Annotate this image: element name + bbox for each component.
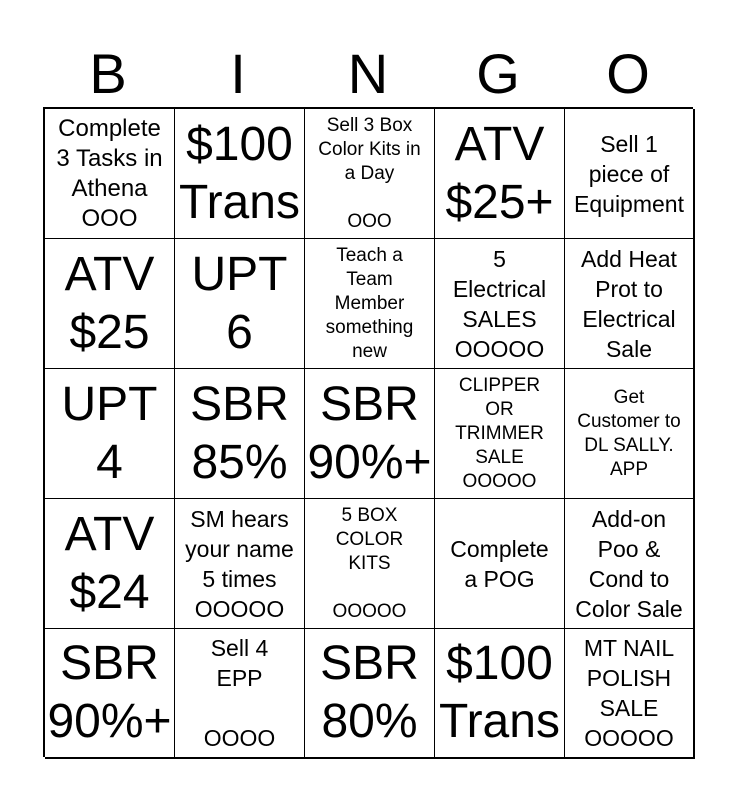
bingo-cell-text: 5 Electrical SALES OOOOO bbox=[452, 245, 547, 362]
bingo-cell-text: MT NAIL POLISH SALE OOOOO bbox=[583, 635, 675, 751]
header-letter-g: G bbox=[476, 42, 520, 105]
bingo-cell-r5-c1[interactable] bbox=[45, 629, 175, 759]
bingo-cell-r5-c4[interactable] bbox=[435, 629, 565, 759]
bingo-cell-text: $100 Trans bbox=[439, 637, 560, 748]
bingo-cell-r4-c3[interactable] bbox=[305, 499, 435, 629]
bingo-cell-text: ATV $25+ bbox=[445, 117, 554, 229]
bingo-cell-r3-c1[interactable] bbox=[45, 369, 175, 499]
header-letter-o: O bbox=[606, 42, 650, 105]
bingo-cell-text: SBR 90%+ bbox=[47, 637, 172, 748]
bingo-cell-r4-c2[interactable] bbox=[175, 499, 305, 629]
bingo-header bbox=[43, 42, 693, 106]
bingo-cell-text: Get Customer to DL SALLY. APP bbox=[577, 386, 681, 480]
bingo-cell-text: UPT 6 bbox=[191, 247, 288, 359]
bingo-cell-text: Complete 3 Tasks in Athena OOO bbox=[56, 114, 163, 232]
bingo-cell-text: CLIPPER OR TRIMMER SALE OOOOO bbox=[455, 374, 544, 492]
bingo-cell-text: $100 Trans bbox=[179, 117, 300, 229]
bingo-card-grid bbox=[43, 107, 693, 757]
bingo-cell-text: ATV $24 bbox=[64, 507, 155, 619]
bingo-cell-text: Complete a POG bbox=[450, 535, 549, 592]
bingo-cell-text: Sell 3 Box Color Kits in a Day OOO bbox=[318, 114, 421, 232]
bingo-cell-text: Sell 4 EPP OOOO bbox=[203, 635, 276, 751]
bingo-cell-r1-c5[interactable] bbox=[565, 109, 695, 239]
bingo-cell-r4-c4[interactable] bbox=[435, 499, 565, 629]
header-letter-i: I bbox=[230, 42, 246, 105]
bingo-cell-text: 5 BOX COLOR KITS OOOOO bbox=[332, 504, 407, 622]
bingo-cell-r1-c4[interactable] bbox=[435, 109, 565, 239]
bingo-cell-r1-c2[interactable] bbox=[175, 109, 305, 239]
bingo-cell-r3-c5[interactable] bbox=[565, 369, 695, 499]
bingo-cell-r2-c4[interactable] bbox=[435, 239, 565, 369]
header-letter-b: B bbox=[89, 42, 127, 105]
bingo-cell-r2-c1[interactable] bbox=[45, 239, 175, 369]
bingo-cell-r5-c5[interactable] bbox=[565, 629, 695, 759]
bingo-cell-text: Sell 1 piece of Equipment bbox=[574, 130, 684, 217]
bingo-cell-r1-c1[interactable] bbox=[45, 109, 175, 239]
bingo-cell-r5-c2[interactable] bbox=[175, 629, 305, 759]
bingo-cell-text: SBR 85% bbox=[190, 377, 289, 489]
bingo-cell-text: SBR 90%+ bbox=[307, 377, 432, 489]
bingo-cell-text: SBR 80% bbox=[320, 637, 419, 748]
header-letter-n: N bbox=[347, 42, 389, 105]
bingo-cell-text: Teach a Team Member something new bbox=[325, 244, 414, 362]
bingo-cell-r5-c3[interactable] bbox=[305, 629, 435, 759]
bingo-cell-r3-c3[interactable] bbox=[305, 369, 435, 499]
bingo-cell-r2-c5[interactable] bbox=[565, 239, 695, 369]
bingo-cell-r3-c4[interactable] bbox=[435, 369, 565, 499]
bingo-cell-text: Add-on Poo & Cond to Color Sale bbox=[575, 505, 683, 622]
bingo-cell-text: ATV $25 bbox=[64, 247, 155, 359]
bingo-cell-text: UPT 4 bbox=[61, 377, 158, 489]
bingo-cell-r4-c1[interactable] bbox=[45, 499, 175, 629]
bingo-cell-r4-c5[interactable] bbox=[565, 499, 695, 629]
bingo-cell-r2-c2[interactable] bbox=[175, 239, 305, 369]
bingo-cell-r3-c2[interactable] bbox=[175, 369, 305, 499]
bingo-cell-text: Add Heat Prot to Electrical Sale bbox=[581, 245, 677, 362]
bingo-cell-text: SM hears your name 5 times OOOOO bbox=[185, 505, 294, 622]
bingo-cell-r2-c3[interactable] bbox=[305, 239, 435, 369]
bingo-cell-r1-c3[interactable] bbox=[305, 109, 435, 239]
